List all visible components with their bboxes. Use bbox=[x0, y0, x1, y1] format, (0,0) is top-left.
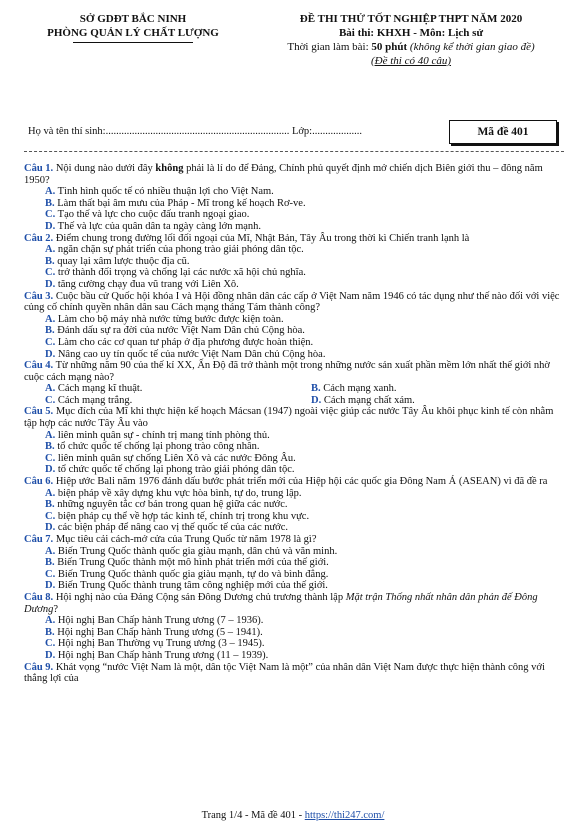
option-text: Nâng cao uy tín quốc tế của nước Việt Nam Dân chủ Cộng hòa. bbox=[55, 348, 326, 360]
answer-option bbox=[24, 488, 564, 500]
time-label: Thời gian làm bài: bbox=[287, 41, 372, 53]
option-row bbox=[24, 383, 564, 395]
option-label: C. bbox=[45, 209, 56, 221]
question-9 bbox=[24, 662, 564, 685]
question-emphasis: không bbox=[155, 163, 184, 174]
answer-option bbox=[24, 627, 564, 639]
student-info-line: Họ và tên thí sinh:...................................................................... Lớp:................... bbox=[28, 126, 362, 137]
option-text: Hội nghị Ban Chấp hành Trung ương (5 – 1941). bbox=[54, 626, 263, 638]
option-label: D. bbox=[45, 649, 56, 661]
answer-option bbox=[24, 198, 564, 210]
header-underline bbox=[73, 42, 193, 43]
option-text: tổ chức quốc tế chống lại phong trào giải phóng dân tộc. bbox=[55, 464, 295, 476]
question-text: ? bbox=[53, 603, 59, 615]
answer-option bbox=[290, 395, 556, 407]
exam-time bbox=[250, 40, 572, 54]
option-label: D. bbox=[45, 278, 56, 290]
question-text: Mục đích của Mĩ khi thực hiện kế hoạch Mácsan (1947) ngoài việc giúp các nước Tây Âu khôi phục kinh tế còn nhằm tập hợp các nước Tây Âu vào bbox=[24, 406, 554, 430]
option-label: A. bbox=[45, 244, 56, 256]
option-text: liên minh quân sự chống Liên Xô và các nước Đông Âu. bbox=[55, 452, 296, 464]
option-label: C. bbox=[45, 568, 56, 580]
option-text: Thế và lực của quân dân ta ngày càng lớn mạnh. bbox=[55, 220, 262, 232]
question-2 bbox=[24, 233, 564, 245]
option-label: B. bbox=[45, 197, 55, 209]
answer-option bbox=[24, 557, 564, 569]
option-text: những nguyên tắc cơ bản trong quan hệ giữa các nước. bbox=[54, 499, 288, 511]
exam-code-box: Mã đề 401 bbox=[449, 120, 557, 144]
question-label: Câu 1. bbox=[24, 163, 54, 174]
option-label: A. bbox=[45, 615, 56, 627]
answer-option bbox=[24, 464, 564, 476]
option-label: C. bbox=[45, 267, 56, 279]
option-label: A. bbox=[45, 545, 56, 557]
exam-title: ĐỀ THI THỬ TỐT NGHIỆP THPT NĂM 2020 bbox=[299, 13, 523, 25]
header-left bbox=[18, 12, 248, 43]
answer-option bbox=[24, 499, 564, 511]
question-text: Hội nghị nào của Đảng Cộng sản Đông Dương chủ trương thành lập bbox=[53, 591, 346, 603]
question-6 bbox=[24, 476, 564, 488]
option-text: Hội nghị Ban Chấp hành Trung ương (11 – 1939). bbox=[55, 649, 269, 661]
option-label: D. bbox=[311, 394, 322, 406]
option-label: B. bbox=[45, 499, 55, 511]
question-3 bbox=[24, 291, 564, 314]
question-text: Mục tiêu cải cách-mở cửa của Trung Quốc từ năm 1978 là gì? bbox=[53, 534, 317, 545]
option-label: A. bbox=[45, 313, 56, 325]
option-text: tổ chức quốc tế chống lại phong trào công nhân. bbox=[54, 441, 260, 453]
question-label: Câu 6. bbox=[24, 476, 54, 488]
option-text: trở thành đối trọng và chống lại các nước xã hội chủ nghĩa. bbox=[55, 267, 306, 279]
answer-option bbox=[24, 256, 564, 268]
answer-option bbox=[24, 325, 564, 337]
option-text: biện pháp về xây dựng khu vực hòa bình, tự do, trung lập. bbox=[55, 487, 302, 499]
answer-option bbox=[24, 337, 564, 349]
answer-option bbox=[24, 522, 564, 534]
option-label: B. bbox=[45, 441, 55, 453]
time-value: 50 phút bbox=[371, 41, 408, 53]
question-7 bbox=[24, 534, 564, 546]
time-note: (không kể thời gian giao đề) bbox=[407, 41, 535, 53]
question-text: Cuộc bầu cử Quốc hội khóa I và Hội đồng nhân dân các cấp ở Việt Nam năm 1946 có tác dụng như thế nào đối với việc củng cố chính quyền nhân dân sau Cách mạng tháng Tám thành công? bbox=[24, 290, 560, 314]
answer-option bbox=[24, 186, 564, 198]
answer-option bbox=[24, 349, 564, 361]
question-label: Câu 5. bbox=[24, 406, 54, 418]
option-text: tăng cường chạy đua vũ trang với Liên Xô. bbox=[55, 278, 239, 290]
option-text: Cách mạng kĩ thuật. bbox=[55, 383, 143, 395]
question-text: Nội dung nào dưới đây bbox=[53, 163, 156, 174]
question-italic: Mặt trận Thống nhất nhân dân phản đế Đông Dương bbox=[24, 591, 538, 615]
question-label: Câu 3. bbox=[24, 290, 54, 302]
department-name: SỞ GDĐT BẮC NINH bbox=[79, 13, 187, 25]
question-1 bbox=[24, 163, 564, 186]
question-label: Câu 8. bbox=[24, 591, 54, 603]
answer-option bbox=[24, 569, 564, 581]
option-text: các biện pháp để nâng cao vị thế quốc tế của các nước. bbox=[55, 522, 289, 534]
option-label: A. bbox=[45, 429, 56, 441]
answer-option bbox=[24, 209, 564, 221]
option-text: Biến Trung Quốc thành quốc gia giàu mạnh, tự do và bình đẳng. bbox=[55, 568, 329, 580]
page-footer bbox=[0, 810, 586, 821]
option-text: quay lại xâm lược thuộc địa cũ. bbox=[54, 255, 190, 267]
option-label: A. bbox=[45, 383, 56, 395]
footer-text: Trang 1/4 - Mã đề 401 - bbox=[201, 810, 305, 821]
option-label: D. bbox=[45, 464, 56, 476]
option-text: Biến Trung Quốc thành trung tâm công nghiệp mới của thế giới. bbox=[55, 580, 328, 592]
answer-option bbox=[24, 453, 564, 465]
option-label: C. bbox=[45, 336, 56, 348]
question-8 bbox=[24, 592, 564, 615]
option-text: Hội nghị Ban Thường vụ Trung ương (3 – 1945). bbox=[55, 638, 265, 650]
header-separator bbox=[24, 151, 564, 152]
question-label: Câu 2. bbox=[24, 232, 54, 244]
answer-option bbox=[24, 650, 564, 662]
option-label: B. bbox=[45, 255, 55, 267]
option-label: D. bbox=[45, 522, 56, 534]
option-text: Cách mạng trắng. bbox=[55, 394, 133, 406]
answer-option bbox=[24, 395, 290, 407]
option-label: B. bbox=[45, 325, 55, 337]
option-label: B. bbox=[45, 626, 55, 638]
option-label: B. bbox=[45, 557, 55, 569]
option-text: liên minh quân sự - chính trị mang tính phòng thủ. bbox=[55, 429, 270, 441]
question-label: Câu 7. bbox=[24, 534, 54, 545]
question-label: Câu 4. bbox=[24, 360, 54, 372]
answer-option bbox=[24, 244, 564, 256]
exam-subject: Bài thi: KHXH - Môn: Lịch sử bbox=[338, 27, 484, 39]
header-right bbox=[250, 12, 572, 68]
option-text: biện pháp cụ thể về hợp tác kinh tế, chính trị trong khu vực. bbox=[55, 510, 310, 522]
answer-option bbox=[24, 441, 564, 453]
question-5 bbox=[24, 406, 564, 429]
option-label: D. bbox=[45, 348, 56, 360]
question-text: phải là lí do để Đảng, Chính phủ quyết định mở chiến dịch Biên giới thu – đông năm 1950? bbox=[24, 163, 543, 186]
question-text: Hiệp ước Bali năm 1976 đánh dấu bước phát triển mới của Hiệp hội các quốc gia Đông Nam Á (ASEAN) vì đã đề ra bbox=[53, 476, 548, 488]
answer-option bbox=[24, 638, 564, 650]
option-label: B. bbox=[311, 383, 321, 395]
option-text: Làm thất bại âm mưu của Pháp - Mĩ trong kế hoạch Rơ-ve. bbox=[54, 197, 306, 209]
option-label: C. bbox=[45, 510, 56, 522]
answer-option bbox=[24, 383, 290, 395]
option-label: D. bbox=[45, 580, 56, 592]
option-text: Làm cho các cơ quan tư pháp ở địa phương được hoàn thiện. bbox=[55, 336, 314, 348]
option-text: Đánh dấu sự ra đời của nước Việt Nam Dân chủ Cộng hòa. bbox=[54, 325, 305, 337]
option-text: Biến Trung Quốc thành quốc gia giàu mạnh, dân chủ và văn minh. bbox=[55, 545, 338, 557]
office-name: PHÒNG QUẢN LÝ CHẤT LƯỢNG bbox=[47, 27, 219, 39]
option-row bbox=[24, 395, 564, 407]
option-text: Cách mạng chất xám. bbox=[321, 394, 415, 406]
option-label: D. bbox=[45, 220, 56, 232]
option-label: C. bbox=[45, 394, 56, 406]
question-text: Điểm chung trong đường lối đối ngoại của Mĩ, Nhật Bản, Tây Âu trong thời kì Chiến tranh lạnh là bbox=[53, 232, 470, 244]
answer-option bbox=[24, 615, 564, 627]
footer-link[interactable]: https://thi247.com/ bbox=[304, 810, 385, 821]
option-text: Làm cho bộ máy nhà nước từng bước được kiện toàn. bbox=[55, 313, 284, 325]
option-text: ngăn chặn sự phát triển của phong trào giải phóng dân tộc. bbox=[55, 244, 304, 256]
answer-option bbox=[24, 279, 564, 291]
option-text: Cách mạng xanh. bbox=[320, 383, 397, 395]
answer-option bbox=[24, 314, 564, 326]
option-text: Tạo thế và lực cho cuộc đấu tranh ngoại giao. bbox=[55, 209, 250, 221]
option-label: A. bbox=[45, 186, 56, 198]
answer-option bbox=[24, 430, 564, 442]
option-label: C. bbox=[45, 452, 56, 464]
question-4 bbox=[24, 360, 564, 383]
question-label: Câu 9. bbox=[24, 661, 54, 673]
answer-option bbox=[24, 580, 564, 592]
pages-note: (Đề thi có 40 câu) bbox=[370, 55, 452, 67]
question-text: Khát vọng “nước Việt Nam là một, dân tộc Việt Nam là một” của nhân dân Việt Nam được thực hiện thành công với thắng lợi của bbox=[24, 661, 545, 685]
answer-option bbox=[24, 267, 564, 279]
option-text: Tình hình quốc tế có nhiều thuận lợi cho Việt Nam. bbox=[55, 186, 274, 198]
option-label: A. bbox=[45, 487, 56, 499]
answer-option bbox=[24, 511, 564, 523]
option-label: C. bbox=[45, 638, 56, 650]
answer-option bbox=[290, 383, 556, 395]
question-text: Từ những năm 90 của thế kỉ XX, Ấn Độ đã trở thành một trong những nước sản xuất phần mềm lớn nhất thế giới nhờ cuộc cách mạng nào? bbox=[24, 360, 550, 383]
answer-option bbox=[24, 221, 564, 233]
questions-area bbox=[24, 163, 564, 685]
answer-option bbox=[24, 546, 564, 558]
option-text: Biến Trung Quốc thành một mô hình phát triển mới của thế giới. bbox=[54, 557, 329, 569]
option-text: Hội nghị Ban Chấp hành Trung ương (7 – 1936). bbox=[55, 615, 264, 627]
